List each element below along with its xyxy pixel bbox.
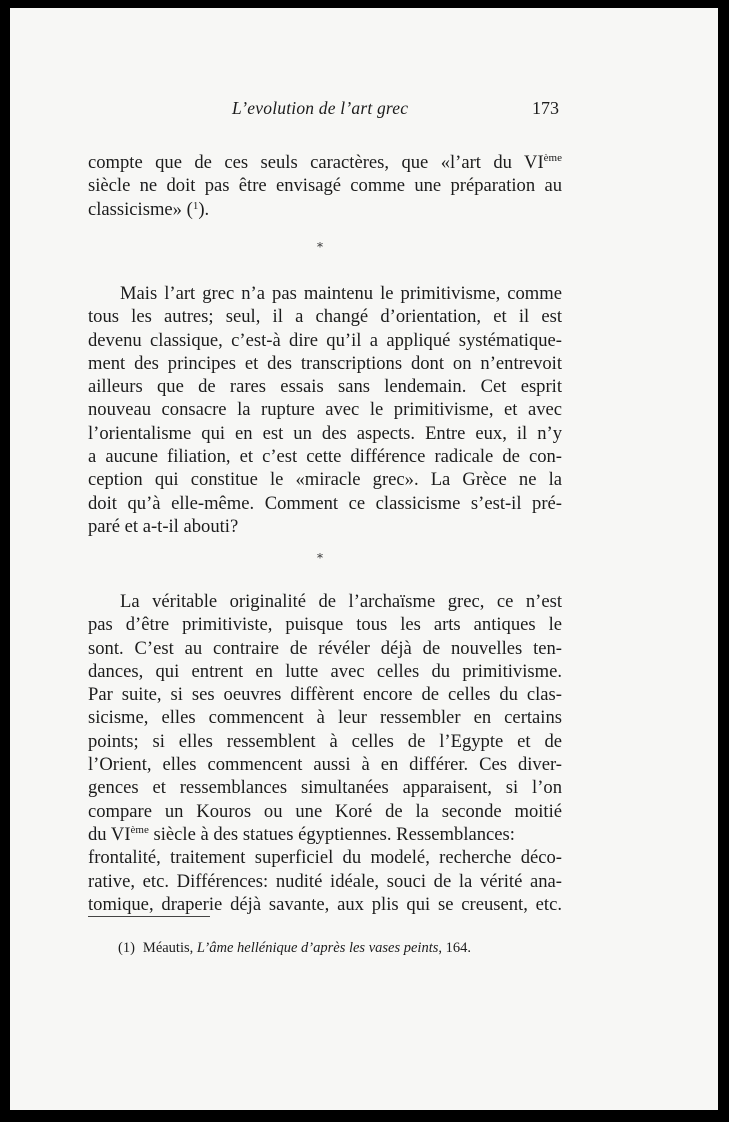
section-separator-star: *	[317, 240, 323, 254]
text-line: tous les autres; seul, il a changé d’orientation, et il est	[88, 306, 562, 328]
footnote: (1) Méautis, L’âme hellénique d’après les vases peints, 164.	[118, 940, 471, 956]
text-line: l’orientalisme qui en est un des aspects. Entre eux, il n’y	[88, 422, 562, 444]
text-line: a aucune filiation, et c’est cette différence radicale de con-	[88, 446, 562, 468]
book-page	[10, 8, 718, 1110]
text-line: compte que de ces seuls caractères, que «l’art du VIème	[88, 152, 562, 173]
paragraph-2	[88, 282, 562, 538]
footnote-marker: (1)	[118, 940, 135, 956]
text-line: sont. C’est au contraire de révéler déjà de nouvelles ten-	[88, 637, 562, 659]
text-line: doit qu’à elle-même. Comment ce classicisme s’est-il pré-	[88, 492, 562, 514]
text-line: Mais l’art grec n’a pas maintenu le primitivisme, comme	[120, 283, 562, 304]
footnote-reference: 1	[192, 199, 199, 212]
text-line: compare un Kouros ou une Koré de la seconde moitié	[88, 800, 562, 822]
text-line: nouveau consacre la rupture avec le primitivisme, et avec	[88, 399, 562, 421]
text-line: points; si elles ressemblent à celles de l’Egypte et de	[88, 730, 562, 752]
paragraph-3	[88, 590, 562, 916]
text-line: ception qui constitue le «miracle grec». La Grèce ne la	[88, 469, 562, 491]
footnote-cited-title: L’âme hellénique d’après les vases peints	[196, 940, 439, 956]
page-number: 173	[532, 98, 559, 118]
text-line: du VIème siècle à des statues égyptiennes. Ressemblances:	[88, 823, 515, 845]
running-title: L’evolution de l’art grec	[232, 98, 409, 118]
text-line: sicisme, elles commencent à leur ressembler en certains	[88, 707, 562, 729]
text-line: Par suite, si ses oeuvres diffèrent encore de celles du clas-	[88, 684, 562, 706]
text-line: dances, qui entrent en lutte avec celles du primitivisme.	[88, 660, 562, 682]
text-line: pas d’être primitiviste, puisque tous les arts antiques le	[88, 614, 562, 636]
section-separator-star: *	[317, 551, 323, 565]
running-head	[10, 98, 718, 122]
text-line: classicisme» ($^1$).	[88, 198, 210, 220]
text-line: tomique, draperie déjà savante, aux plis qui se creusent, etc.	[88, 893, 562, 915]
text-line: l’Orient, elles commencent aussi à en différer. Ces diver-	[88, 754, 562, 776]
text-line: ailleurs que de rares essais sans lendemain. Cet esprit	[88, 376, 562, 398]
footnote-rule	[88, 916, 210, 917]
text-line: paré et a-t-il abouti?	[88, 515, 239, 537]
text-line: frontalité, traitement superficiel du modelé, recherche déco-	[88, 847, 562, 869]
text-line: ment des principes et des transcriptions dont on n’entrevoit	[88, 352, 562, 374]
text-line: rative, etc. Différences: nudité idéale, souci de la vérité ana-	[88, 870, 562, 892]
text-line: siècle ne doit pas être envisagé comme une préparation au	[88, 175, 562, 197]
text-line: gences et ressemblances simultanées apparaisent, si l’on	[88, 777, 562, 799]
text-line: La véritable originalité de l’archaïsme grec, ce n’est	[120, 591, 562, 612]
paragraph-1	[88, 151, 562, 221]
text-line: devenu classique, c’est-à dire qu’il a appliqué systématique-	[88, 329, 562, 351]
